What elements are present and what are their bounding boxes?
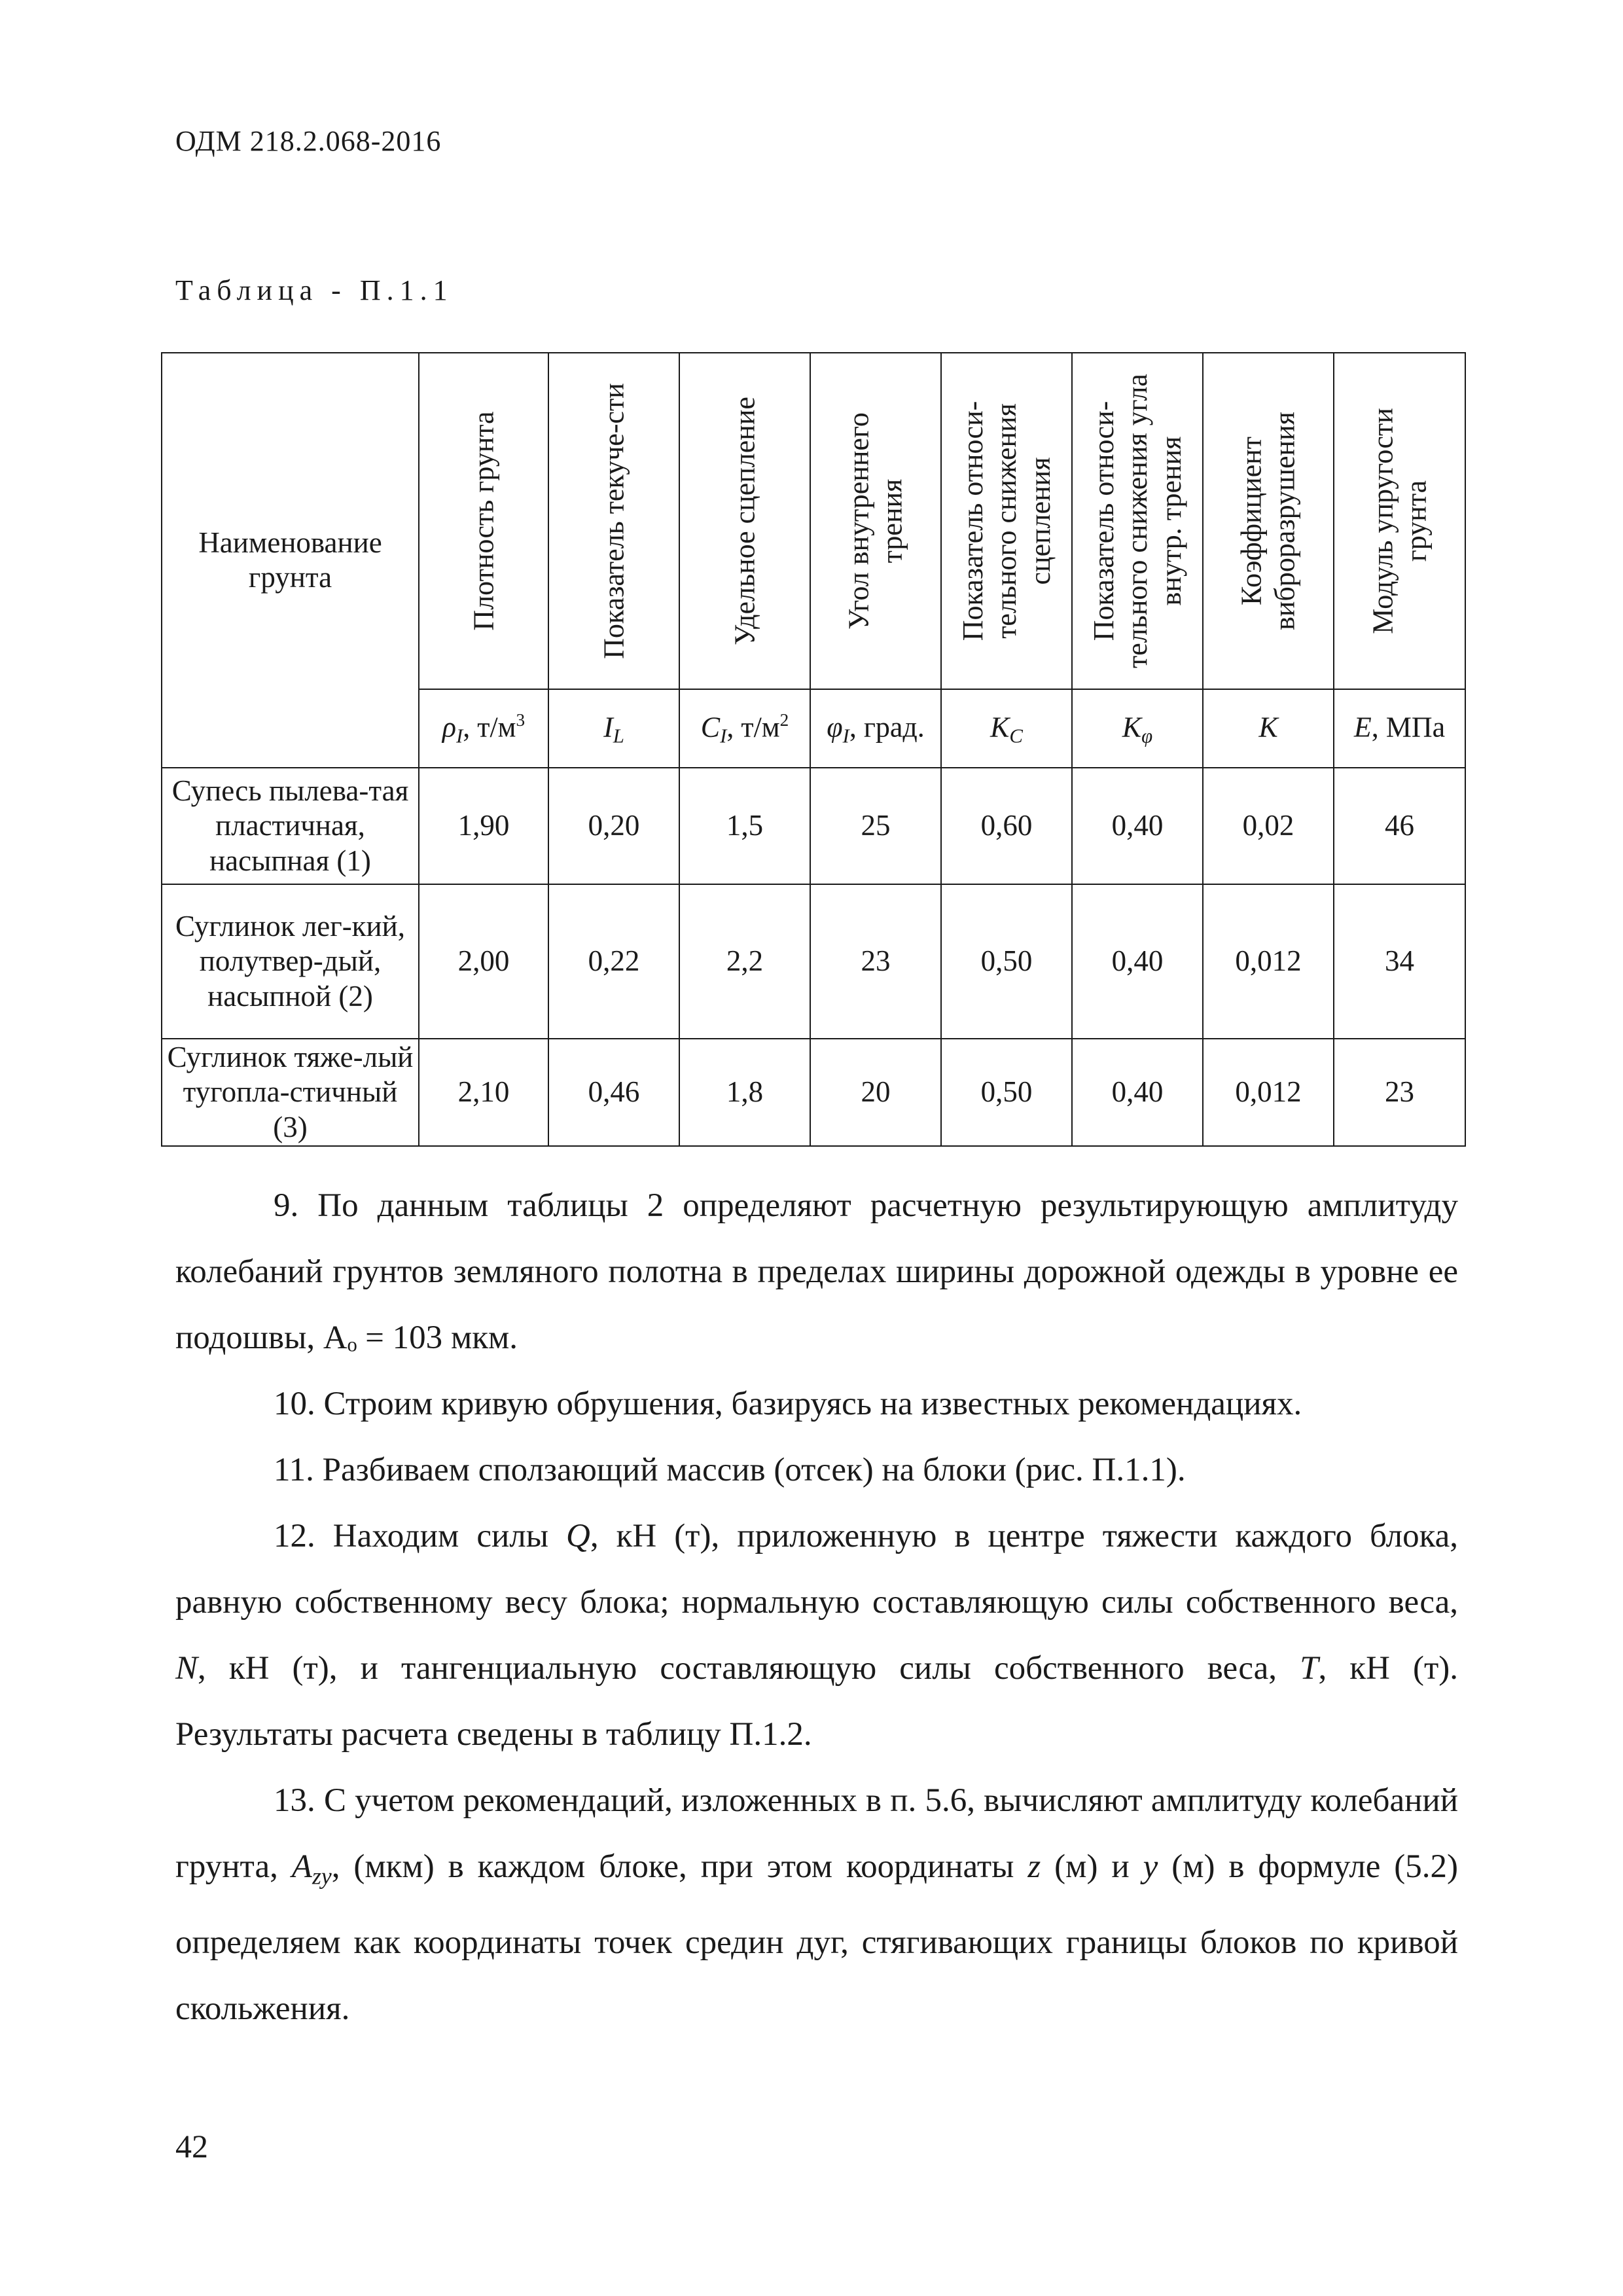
table-cell: 25: [810, 768, 941, 884]
soil-name-header: Наименование грунта: [162, 353, 419, 768]
soil-name-cell: Суглинок тяже-лый тугопла-стичный (3): [162, 1039, 419, 1146]
column-header: [810, 353, 941, 689]
column-symbol: $\varphi_I$, град.: [810, 689, 941, 768]
column-header: [1334, 353, 1465, 689]
page-number: 42: [175, 2128, 208, 2164]
column-symbol: $I_L$: [548, 689, 679, 768]
column-symbol: $\rho_I$, $т/м^3$: [419, 689, 548, 768]
column-title: Показатель текуче-сти: [597, 383, 630, 659]
table-caption: Таблица - П.1.1: [175, 274, 454, 306]
table-cell: 1,90: [419, 768, 548, 884]
table-cell: 34: [1334, 884, 1465, 1039]
table-cell: 0,50: [941, 884, 1072, 1039]
table-cell: 2,00: [419, 884, 548, 1039]
table-cell: 0,50: [941, 1039, 1072, 1146]
soil-properties-table: [161, 352, 1466, 1147]
paragraph-10: 10. Строим кривую обрушения, базируясь на известных рекомендациях.: [274, 1386, 1302, 1422]
formula-amplitude: Aₒ = 103: [323, 1319, 443, 1356]
table-cell: 0,60: [941, 768, 1072, 884]
column-title: Угол внутреннего трения: [842, 412, 908, 630]
column-header: [419, 353, 548, 689]
body-text: [175, 1173, 1458, 2042]
table-cell: 0,02: [1203, 768, 1334, 884]
paragraph-11: 11. Разбиваем сползающий массив (отсек) на блоки (рис. П.1.1).: [274, 1452, 1186, 1488]
header-row: [162, 353, 1465, 689]
table-cell: 1,5: [679, 768, 810, 884]
table-cell: 1,8: [679, 1039, 810, 1146]
column-symbol: K: [1203, 689, 1334, 768]
document-code: ОДМ 218.2.068-2016: [175, 125, 442, 157]
column-header: [941, 353, 1072, 689]
column-title: Коэффициент виброразрушения: [1235, 412, 1301, 630]
table-cell: 0,20: [548, 768, 679, 884]
table-cell: 20: [810, 1039, 941, 1146]
column-title: Плотность грунта: [467, 411, 500, 631]
table-cell: 0,012: [1203, 884, 1334, 1039]
column-symbol: $K_C$: [941, 689, 1072, 768]
table-cell: 23: [1334, 1039, 1465, 1146]
paragraph-13: 13. С учетом рекомендаций, изложенных в п. 5.6, вычисляют амплитуду колебаний грунта, $A_{zy}$, (мкм) в каждом блоке, при этом координаты z (м) и y (м) в формуле (5.2) определяем как координаты точек средин дуг, стягивающих границы блоков по кривой скольжения.: [175, 1782, 1458, 2027]
column-symbol: $C_I$, $т/м^2$: [679, 689, 810, 768]
table-cell: 2,2: [679, 884, 810, 1039]
table-row: [162, 768, 1465, 884]
column-title: Показатель относи-тельного снижения угла внутр. трения: [1087, 374, 1187, 668]
soil-name-cell: Суглинок лег-кий, полутвер-дый, насыпной (2): [162, 884, 419, 1039]
table-cell: 0,012: [1203, 1039, 1334, 1146]
column-title: Показатель относи-тельного снижения сцепления: [956, 401, 1056, 641]
table-cell: 23: [810, 884, 941, 1039]
table-cell: 0,40: [1072, 884, 1203, 1039]
table-cell: 2,10: [419, 1039, 548, 1146]
table-row: [162, 884, 1465, 1039]
column-symbol: E, МПа: [1334, 689, 1465, 768]
column-title: Удельное сцепление: [728, 397, 761, 645]
column-title: Модуль упругости грунта: [1366, 408, 1433, 634]
table-cell: 0,22: [548, 884, 679, 1039]
column-header: [679, 353, 810, 689]
paragraph-9: 9. По данным таблицы 2 определяют расчетную результирующую амплитуду колебаний грунтов земляного полотна в пределах ширины дорожной одежды в уровне ее подошвы, Aₒ = 103 мкм.: [175, 1187, 1458, 1356]
soil-name-cell: Супесь пылева-тая пластичная, насыпная (1): [162, 768, 419, 884]
table-cell: 0,40: [1072, 768, 1203, 884]
table-cell: 0,40: [1072, 1039, 1203, 1146]
column-header: [548, 353, 679, 689]
column-header: [1072, 353, 1203, 689]
table-cell: 0,46: [548, 1039, 679, 1146]
paragraph-12: 12. Находим силы Q, кН (т), приложенную в центре тяжести каждого блока, равную собственному весу блока; нормальную составляющую силы собственного веса, N, кН (т), и тангенциальную составляющую силы собственного веса, T, кН (т). Результаты расчета сведены в таблицу П.1.2.: [175, 1518, 1458, 1753]
column-symbol: $K_\varphi$: [1072, 689, 1203, 768]
table-row: [162, 1039, 1465, 1146]
table-cell: 46: [1334, 768, 1465, 884]
column-header: [1203, 353, 1334, 689]
